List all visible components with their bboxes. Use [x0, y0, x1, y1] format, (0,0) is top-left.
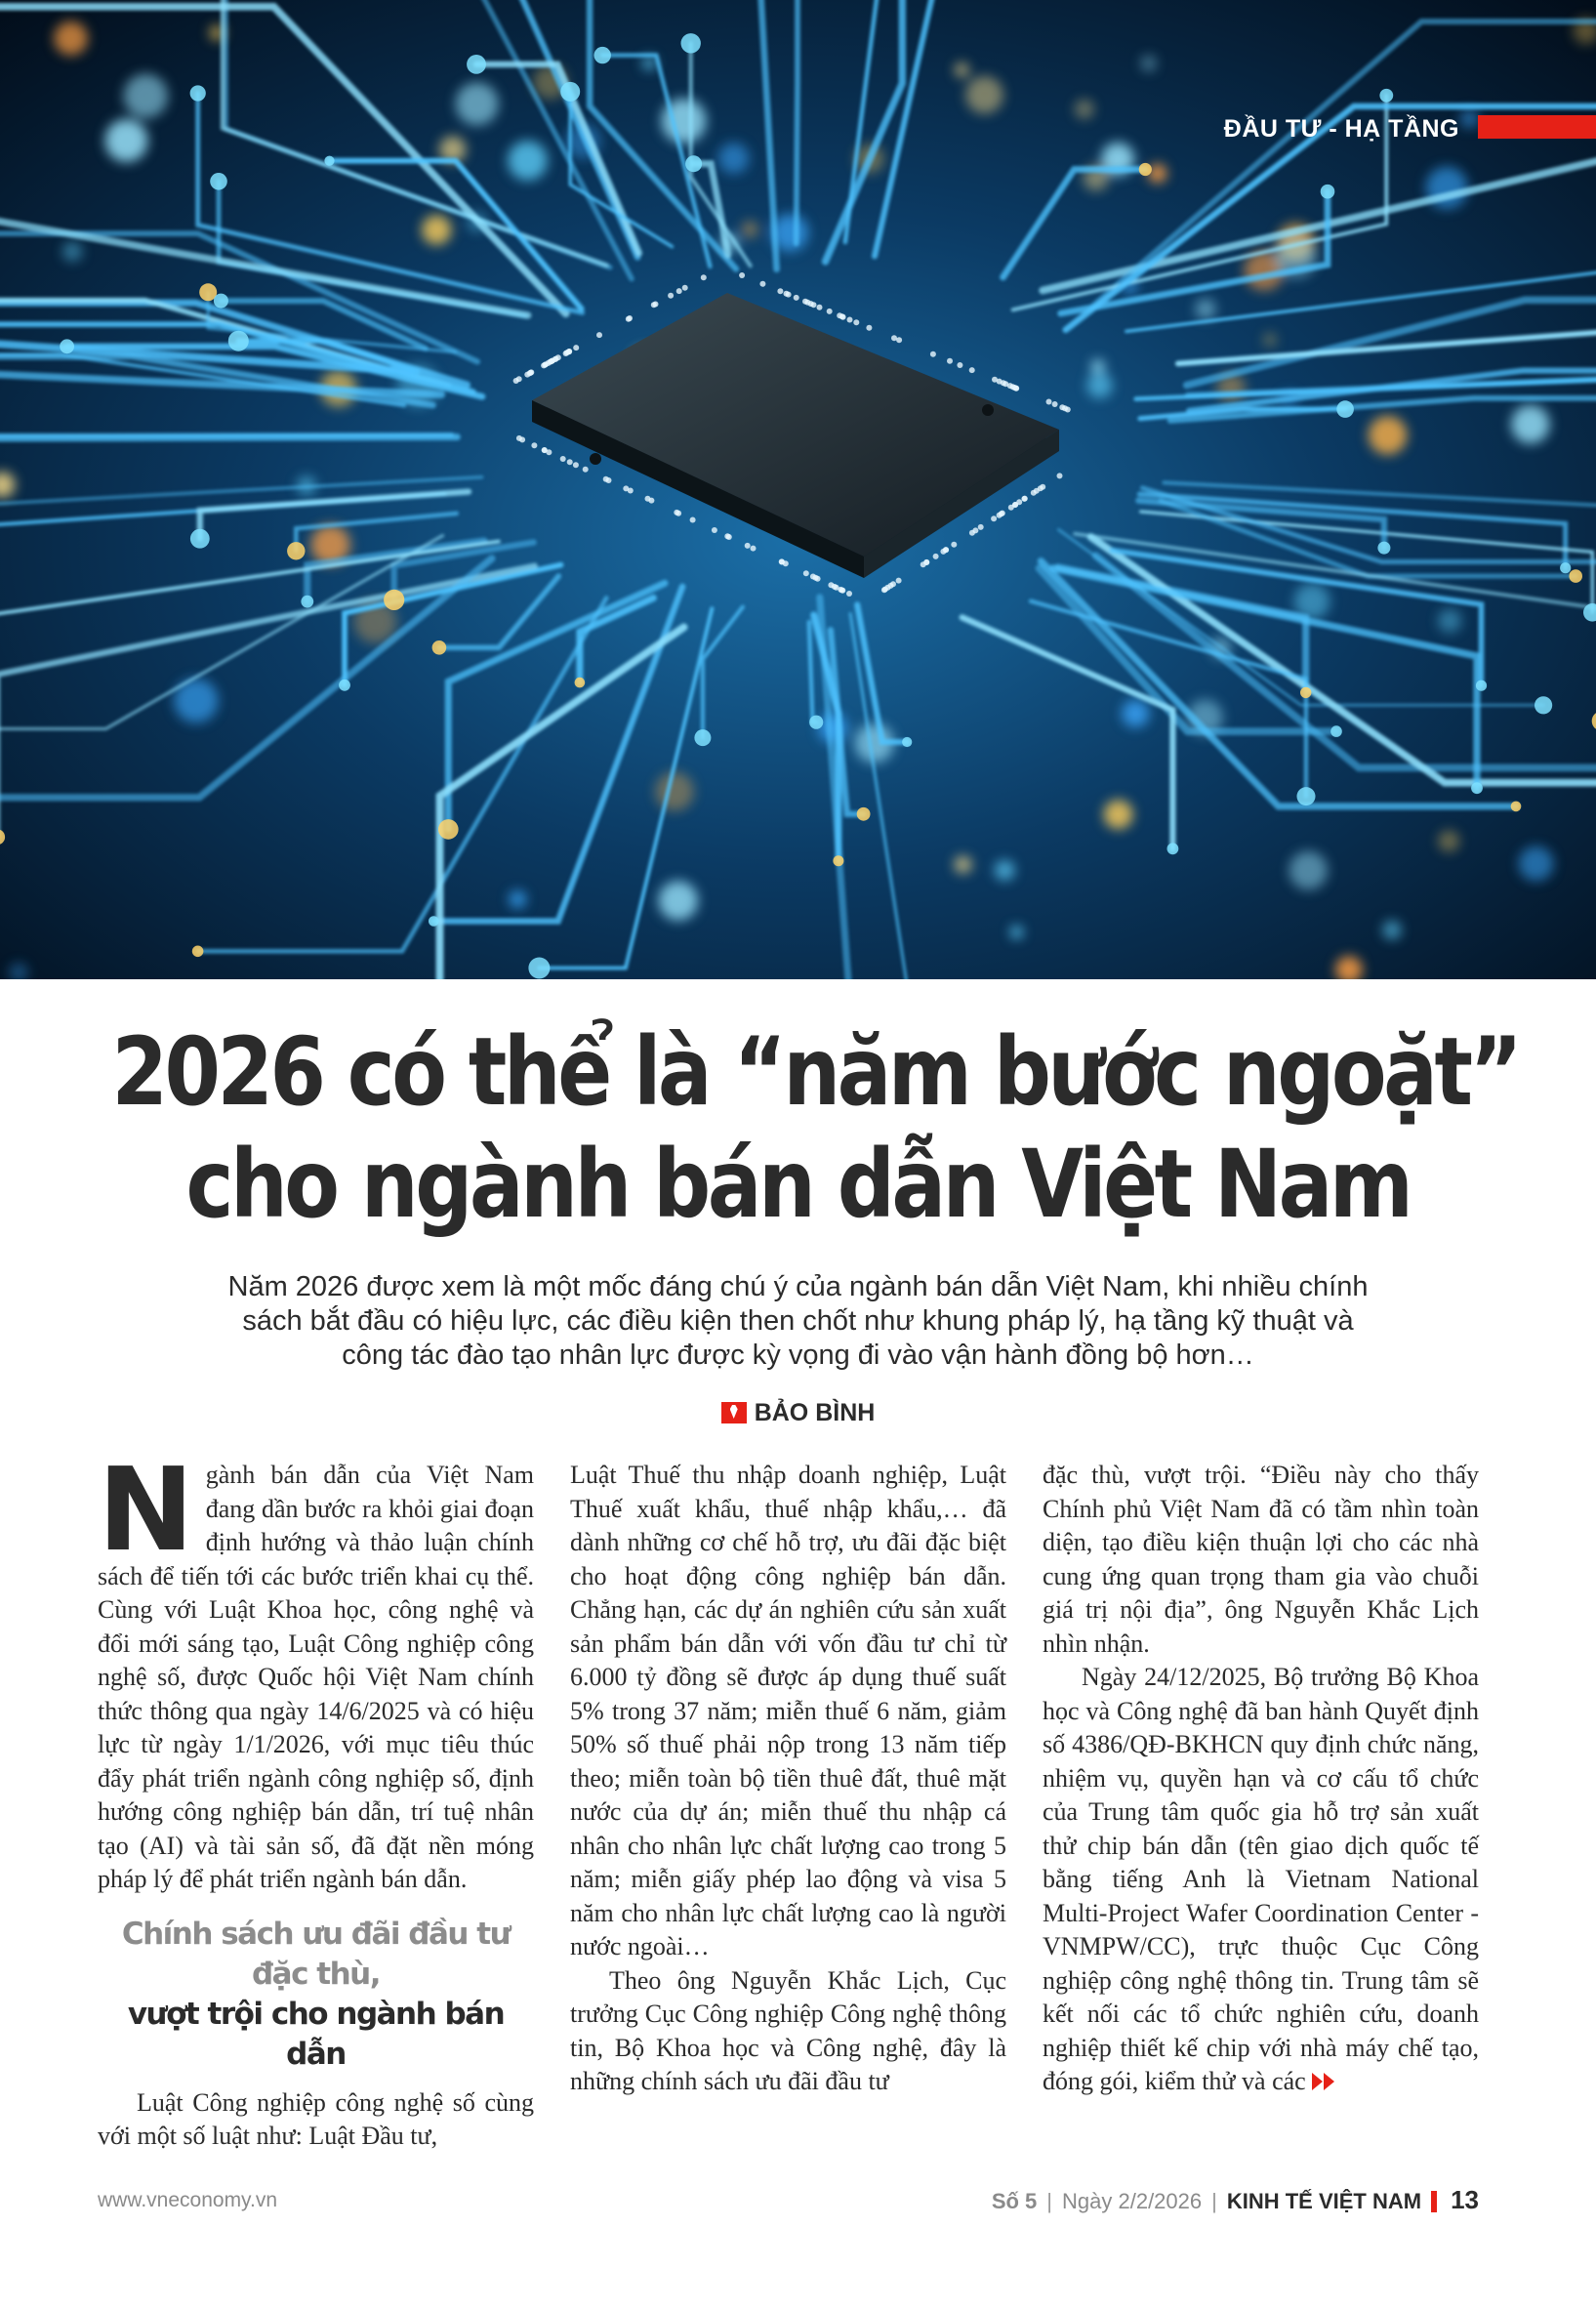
article-column-3: [1043, 1459, 1479, 2099]
page-number: 13: [1451, 2185, 1479, 2214]
paragraph-3-continued: đặc thù, vượt trội. “Điều này cho thấy Chính phủ Việt Nam đã có tầm nhìn toàn diện, tạo điều kiện thuận lợi cho các nhà cung ứng quan trọng tham gia vào chuỗi giá trị nội địa”, ông Nguyễn Khắc Lịch nhìn nhận.: [1043, 1461, 1479, 1658]
pen-nib-icon: [721, 1402, 747, 1423]
paragraph-1-text: gành bán dẫn của Việt Nam đang dần bước ra khỏi giai đoạn định hướng và thảo luận chính sách để tiến tới các bước triển khai cụ thể. Cùng với Luật Khoa học, công nghệ và đổi mới sáng tạo, Luật Công nghiệp công nghệ số, được Quốc hội Việt Nam chính thức thông qua ngày 14/6/2025 và có hiệu lực từ ngày 1/1/2026, với mục tiêu thúc đẩy phát triển ngành công nghiệp số, định hướng công nghiệp bán dẫn, trí tuệ nhân tạo (AI) và tài sản số, đã đặt nền móng pháp lý để phát triển ngành bán dẫn.: [98, 1461, 534, 1893]
byline: [0, 1399, 1596, 1427]
hero-image: [0, 0, 1596, 979]
circuit-board-illustration: [0, 0, 1596, 979]
magazine-name: KINH TẾ VIỆT NAM: [1226, 2189, 1422, 2213]
subheading-line-2: vượt trội cho ngành bán dẫn: [127, 1996, 505, 2072]
drop-cap: N: [98, 1442, 194, 1577]
article-column-1: [98, 1442, 534, 2154]
paragraph-2-continued: Luật Thuế thu nhập doanh nghiệp, Luật Thuế xuất khẩu, thuế nhập khẩu,… đã dành những cơ chế hỗ trợ, ưu đãi đặc biệt cho hoạt động công nghiệp bán dẫn. Chẳng hạn, các dự án nghiên cứu sản xuất sản phẩm bán dẫn với vốn đầu tư chỉ từ 6.000 tỷ đồng sẽ được áp dụng thuế suất 5% trong 37 năm; miễn thuế 6 năm, giảm 50% số thuế phải nộp trong 13 năm tiếp theo; miễn toàn bộ tiền thuê đất, thuê mặt nước của dự án; miễn thuế thu nhập cá nhân cho nhân lực chất lượng cao trong 5 năm; miễn giấy phép lao động và visa 5 năm cho nhân lực chất lượng cao là người nước ngoài…: [570, 1461, 1006, 1960]
footer-issue-info: Số 5 | Ngày 2/2/2026 | KINH TẾ VIỆT NAM 13: [991, 2185, 1479, 2214]
sapo-line-3: công tác đào tạo nhân lực được kỳ vọng đi vào vận hành đồng bộ hơn…: [342, 1340, 1254, 1371]
headline-line-1: 2026 có thể là “năm bước ngoặt”: [111, 1017, 1520, 1127]
subheading-line-1: Chính sách ưu đãi đầu tư đặc thù,: [121, 1916, 511, 1992]
paragraph-2-start: Luật Công nghiệp công nghệ số cùng với một số luật như: Luật Đầu tư,: [98, 2087, 534, 2150]
author-name: BẢO BÌNH: [754, 1399, 876, 1426]
paragraph-4-text: Ngày 24/12/2025, Bộ trưởng Bộ Khoa học và Công nghệ đã ban hành Quyết định số 4386/QĐ-BKHCN quy định chức năng, nhiệm vụ, quyền hạn và cơ cấu tổ chức của Trung tâm quốc gia hỗ trợ sản xuất thử chip bán dẫn (tên giao dịch quốc tế bằng tiếng Anh là Vietnam National Multi-Project Wafer Coordination Center - VNMPW/CC), trực thuộc Cục Công nghiệp công nghệ thông tin. Trung tâm sẽ kết nối các tổ chức nghiên cứu, doanh nghiệp thiết kế chip với nhà máy chế tạo, đóng gói, kiểm thử và các: [1043, 1663, 1479, 2095]
subheading: [98, 1915, 534, 2075]
double-chevron-right-icon: [1312, 2073, 1337, 2090]
issue-number: Số 5: [991, 2189, 1038, 2213]
section-accent-bar: [1478, 115, 1596, 139]
paragraph-3-start: Theo ông Nguyễn Khắc Lịch, Cục trưởng Cục Công nghiệp Công nghệ thông tin, Bộ Khoa học và Công nghệ, đây là những chính sách ưu đãi đầu tư: [570, 1965, 1006, 2095]
sapo-line-1: Năm 2026 được xem là một mốc đáng chú ý của ngành bán dẫn Việt Nam, khi nhiều chính: [227, 1271, 1369, 1302]
paragraph-4: [1043, 1661, 1479, 2099]
footer-url: www.vneconomy.vn: [98, 2189, 278, 2211]
article-column-2: [570, 1459, 1006, 2099]
sapo-line-2: sách bắt đầu có hiệu lực, các điều kiện then chốt như khung pháp lý, hạ tầng kỹ thuật và: [242, 1305, 1354, 1337]
headline-line-2: cho ngành bán dẫn Việt Nam: [185, 1130, 1411, 1239]
section-label: ĐẦU TƯ - HẠ TẦNG: [1223, 115, 1459, 143]
footer-accent-bar: [1431, 2191, 1437, 2212]
paragraph-1: [98, 1442, 534, 1897]
issue-date: Ngày 2/2/2026: [1062, 2189, 1203, 2213]
